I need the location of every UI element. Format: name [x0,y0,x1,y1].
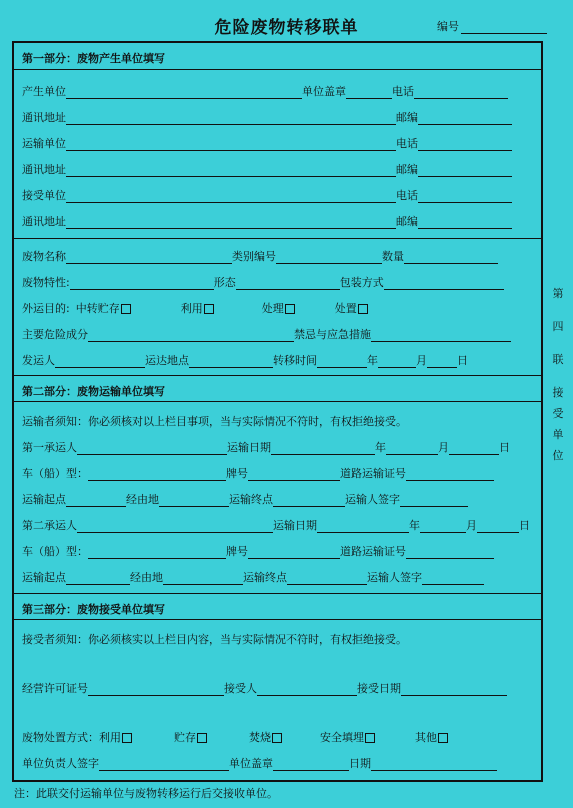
postcode-label: 邮编 [396,215,418,228]
route2-row[interactable] [22,569,484,585]
carrier1-label: 第一承运人 [22,441,77,454]
form-label: 形态 [213,276,236,289]
route1-row[interactable] [22,491,468,507]
transport-date-label: 运输日期 [227,441,271,454]
disposal-option-other[interactable]: 其他 [415,729,448,745]
divider [14,238,541,239]
address-label: 通讯地址 [22,111,66,124]
receiver-address-row[interactable] [22,213,512,229]
transport-address-row[interactable] [22,161,512,177]
plate-label: 牌号 [226,545,248,558]
disposal-option-landfill[interactable]: 安全填埋 [320,729,375,745]
carrier1-row[interactable] [22,439,510,455]
main-hazard-label: 主要危险成分 [22,328,88,341]
receiver-unit-row[interactable] [22,187,512,203]
copy-side-label: 第 四 联 接 受 单 位 [552,287,564,462]
receive-date-label: 接受日期 [357,682,401,695]
carrier2-row[interactable] [22,517,530,533]
serial-label: 编号 [437,20,459,33]
carrier2-label: 第二承运人 [22,519,77,532]
receiver-unit-label: 接受单位 [22,189,66,202]
date-label: 日期 [349,757,371,770]
hazard-row[interactable] [22,326,511,342]
road-permit-label: 道路运输证号 [340,467,406,480]
phone-label: 电话 [396,189,418,202]
disposal-option-store[interactable]: 贮存 [174,729,207,745]
waste-property-label: 废物特性: [22,276,70,289]
month-label: 月 [438,441,449,454]
day-label: 日 [457,354,468,367]
license-row[interactable] [22,680,507,696]
unit-head-sign-label: 单位负责人签字 [22,757,99,770]
unit-seal-label: 单位盖章 [229,757,273,770]
vehicle-row[interactable] [22,465,494,481]
transport-unit-row[interactable] [22,135,512,151]
plate-label: 牌号 [226,467,248,480]
transport-date-label: 运输日期 [273,519,317,532]
producer-address-row[interactable] [22,109,512,125]
transfer-time-label: 转移时间 [273,354,317,367]
phone-label: 电话 [396,137,418,150]
vehicle-label: 车（船）型： [22,545,88,558]
packaging-label: 包装方式 [339,276,384,289]
category-code-label: 类别编号 [232,250,276,263]
section2-header: 第二部分：废物运输单位填写 [14,375,541,402]
vehicle2-row[interactable] [22,543,494,559]
form-frame [12,41,543,782]
end-label: 运输终点 [243,571,287,584]
sign-row[interactable] [22,755,497,771]
section3-header: 第三部分：废物接受单位填写 [14,593,541,620]
disposal-method-label: 废物处置方式： [22,731,99,744]
receiver-label: 接受人 [224,682,257,695]
shipping-row[interactable] [22,352,468,368]
day-label: 日 [499,441,510,454]
waste-property-row[interactable] [22,274,504,290]
shipper-label: 发运人 [22,354,55,367]
end-label: 运输终点 [229,493,273,506]
receive-notice: 接受者须知：你必须核实以上栏目内容，当与实际情况不符时，有权拒绝接受。 [22,633,407,646]
disposal-row[interactable] [22,729,448,745]
purpose-row[interactable] [22,300,368,316]
phone-label: 电话 [392,85,414,98]
waste-name-row[interactable] [22,248,498,264]
purpose-option-use[interactable]: 利用 [181,300,214,316]
year-label: 年 [367,354,378,367]
transport-unit-label: 运输单位 [22,137,66,150]
taboo-measures-label: 禁忌与应急措施 [294,328,371,341]
form-title: 危险废物转移联单 [214,18,359,38]
purpose-option-treat[interactable]: 处理 [262,300,295,316]
year-label: 年 [409,519,420,532]
transport-notice: 运输者须知：你必须核对以上栏目事项，当与实际情况不符时，有权拒绝接受。 [22,415,407,428]
producer-unit-label: 产生单位 [22,85,66,98]
month-label: 月 [416,354,427,367]
month-label: 月 [466,519,477,532]
unit-seal-label: 单位盖章 [302,85,346,98]
quantity-label: 数量 [382,250,404,263]
disposal-option-use[interactable]: 利用 [99,729,132,745]
address-label: 通讯地址 [22,163,66,176]
purpose-option-dispose[interactable]: 处置 [335,300,368,316]
year-label: 年 [375,441,386,454]
purpose-label: 外运目的: [22,302,70,315]
disposal-option-burn[interactable]: 焚烧 [249,729,282,745]
address-label: 通讯地址 [22,215,66,228]
via-label: 经由地 [130,571,163,584]
license-label: 经营许可证号 [22,682,88,695]
via-label: 经由地 [126,493,159,506]
footnote: 注：此联交付运输单位与废物转移运行后交接收单位。 [14,787,278,800]
vehicle-label: 车（船）型： [22,467,88,480]
destination-label: 运达地点 [145,354,189,367]
signature-label: 运输人签字 [367,571,422,584]
postcode-label: 邮编 [396,163,418,176]
signature-label: 运输人签字 [345,493,400,506]
section1-header: 第一部分：废物产生单位填写 [14,43,541,70]
waste-name-label: 废物名称 [22,250,66,263]
purpose-option-storage[interactable]: 中转贮存 [76,300,131,316]
road-permit-label: 道路运输证号 [340,545,406,558]
day-label: 日 [519,519,530,532]
producer-row[interactable] [22,83,508,99]
start-label: 运输起点 [22,571,66,584]
start-label: 运输起点 [22,493,66,506]
postcode-label: 邮编 [396,111,418,124]
serial-number-field[interactable] [437,18,547,34]
